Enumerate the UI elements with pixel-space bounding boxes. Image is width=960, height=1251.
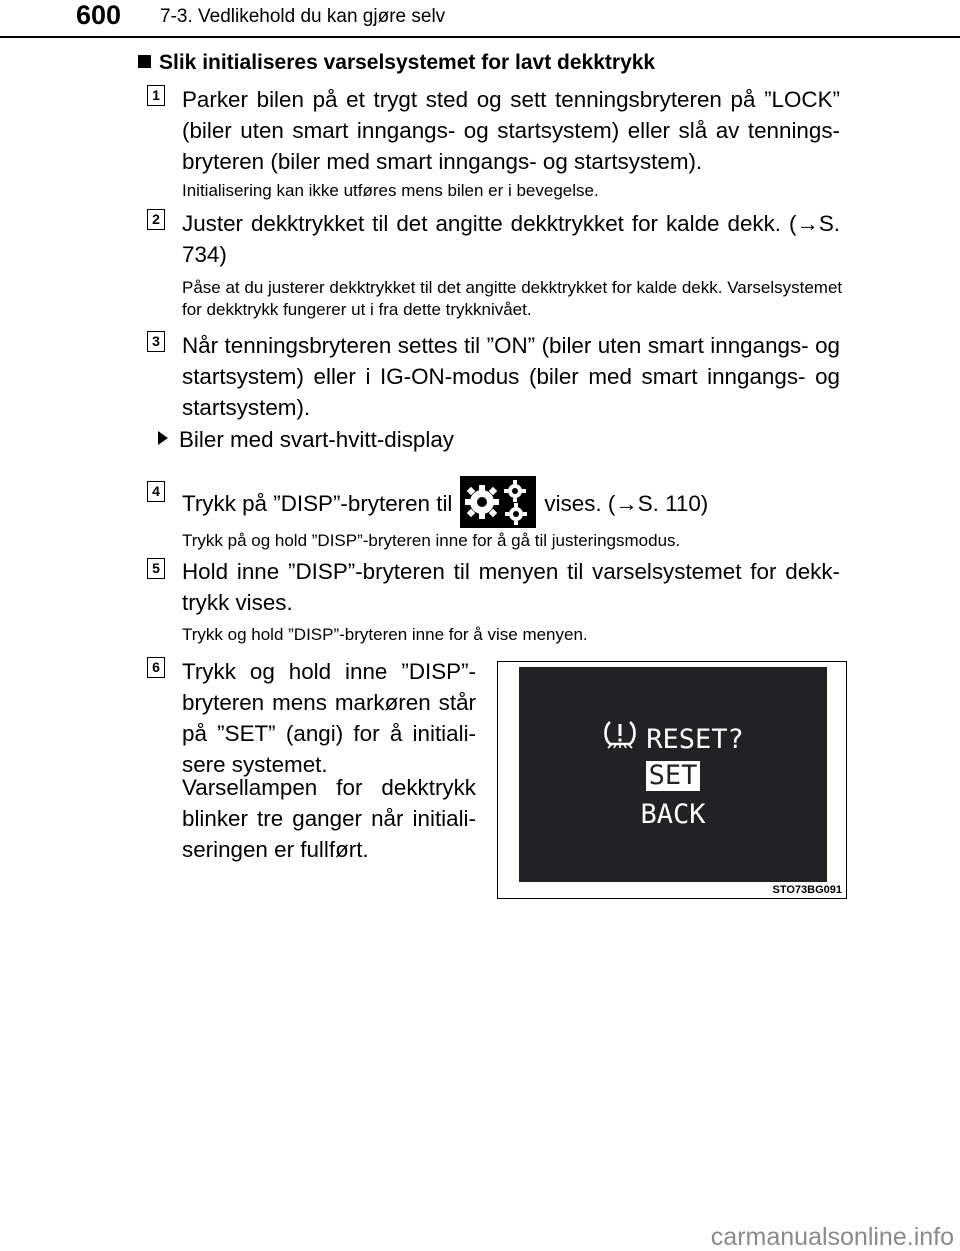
page-header [0,0,960,40]
step-number-2: 2 [147,209,165,230]
step-number-6: 6 [147,657,165,678]
step-4-text-before: Trykk på ”DISP”-bryteren til [182,490,453,516]
step-4-text-after: vises. (→S. 110) [544,490,709,516]
step-number-1: 1 [147,85,165,106]
step-number-5: 5 [147,558,165,579]
tire-pressure-warning-icon [602,718,638,757]
step-4-note: Trykk på og hold ”DISP”-bryteren inne for å gå til justeringsmodus. [182,531,681,550]
header-divider [0,36,960,38]
variant-bullet-text: Biler med svart-hvitt-display [179,427,454,452]
step-6-text: Trykk og hold inne ”DISP”-bryteren mens markøren står på ”SET” (angi) for å initiali-sere systemet. [182,659,476,777]
step-4-text [182,479,842,531]
step-number-4: 4 [147,481,165,502]
display-set-line [519,761,827,791]
square-bullet-icon [138,55,151,68]
step-2-text: Juster dekktrykket til det angitte dekktrykket for kalde dekk. (→S. 734) [182,211,840,267]
step-number-3: 3 [147,331,165,352]
step-1-note: Initialisering kan ikke utføres mens bilen er i bevegelse. [182,181,599,200]
step-5-note: Trykk og hold ”DISP”-bryteren inne for å vise menyen. [182,625,588,644]
multi-info-display [519,667,827,882]
page-number: 600 [76,0,122,30]
step-6-text-2: Varsellampen for dekktrykk blinker tre ganger når initiali-seringen er fullført. [182,775,476,862]
display-reset-line [519,721,827,760]
watermark: carmanualsonline.info [710,1223,954,1251]
display-set-option: SET [646,761,701,791]
section-title-text: Slik initialiseres varselsystemet for lavt dekktrykk [159,51,656,74]
triangle-bullet-icon [158,431,168,445]
step-1-text: Parker bilen på et trygt sted og sett tenningsbryteren på ”LOCK” (biler uten smart inngangs- og startsystem) eller slå av tennings-bryteren (biler med smart inngangs- og startsystem). [182,87,840,174]
step-2-note: Påse at du justerer dekktrykket til det angitte dekktrykket for kalde dekk. Varselsystemet for dekktrykk fungerer ut i fra dette trykknivået. [182,278,843,319]
display-reset-text: RESET? [646,724,744,755]
figure-code: STO73BG091 [772,884,842,896]
variant-bullet [158,426,454,454]
display-figure [497,661,847,899]
step-3-text: Når tenningsbryteren settes til ”ON” (biler uten smart inngangs- og startsystem) eller i IG-ON-modus (biler med smart inngangs- og startsystem). [182,333,840,420]
settings-gears-icon [460,476,536,528]
step-5-text: Hold inne ”DISP”-bryteren til menyen til varselsystemet for dekk-trykk vises. [182,559,840,615]
section-title [138,51,655,75]
display-back-option: BACK [640,799,706,830]
header-title: 7-3. Vedlikehold du kan gjøre selv [160,6,446,27]
